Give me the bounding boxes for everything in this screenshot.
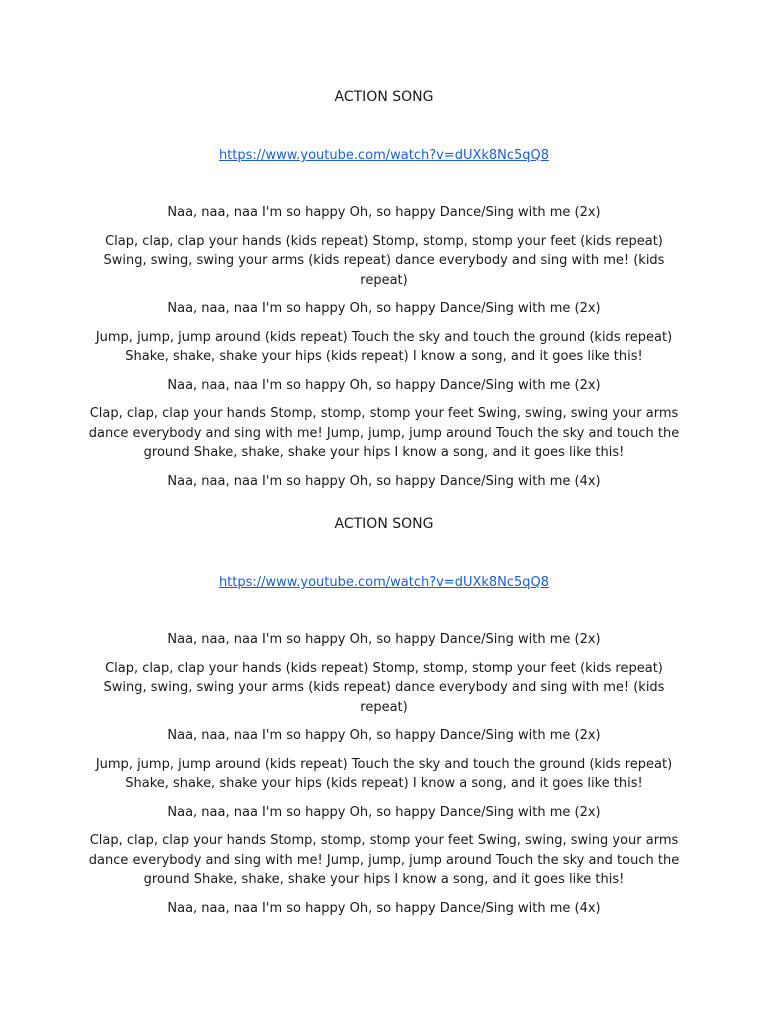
chorus-line: Naa, naa, naa I'm so happy Oh, so happy Dance/Sing with me (2x) (167, 632, 601, 647)
verse-line: Clap, clap, clap your hands (kids repeat) Stomp, stomp, stomp your feet (kids repeat) Swing, swing, swing your arms (kids repeat) dance everybody and sing with me! (kids repeat) (103, 660, 665, 715)
chorus-line: Naa, naa, naa I'm so happy Oh, so happy Dance/Sing with me (2x) (167, 728, 601, 743)
chorus-line: Naa, naa, naa I'm so happy Oh, so happy Dance/Sing with me (2x) (167, 804, 601, 820)
song-title: ACTION SONG (334, 89, 434, 105)
song-section-2 (88, 515, 680, 918)
verse-line: Jump, jump, jump around (kids repeat) Touch the sky and touch the ground (kids repeat) Shake, shake, shake your hips (kids repeat) I know a song, and it goes like this! (95, 329, 673, 364)
chorus-line: Naa, naa, naa I'm so happy Oh, so happy Dance/Sing with me (4x) (167, 900, 601, 916)
verse-line: Clap, clap, clap your hands Stomp, stomp, stomp your feet Swing, swing, swing your arms dance everybody and sing with me! Jump, jump, jump around Touch the sky and touch the ground Shake, shake, shake your hips I know a song, and it goes like this! (88, 833, 680, 887)
youtube-link[interactable]: https://www.youtube.com/watch?v=dUXk8Nc5qQ8 (218, 148, 550, 163)
verse-line: Clap, clap, clap your hands (kids repeat) Stomp, stomp, stomp your feet (kids repeat) Swing, swing, swing your arms (kids repeat) dance everybody and sing with me! (kids repeat) (103, 233, 665, 288)
chorus-line: Naa, naa, naa I'm so happy Oh, so happy Dance/Sing with me (4x) (167, 473, 601, 489)
song-title: ACTION SONG (334, 516, 434, 532)
verse-line: Jump, jump, jump around (kids repeat) Touch the sky and touch the ground (kids repeat) Shake, shake, shake your hips (kids repeat) I know a song, and it goes like this! (95, 756, 673, 791)
chorus-line: Naa, naa, naa I'm so happy Oh, so happy Dance/Sing with me (2x) (167, 377, 601, 393)
chorus-line: Naa, naa, naa I'm so happy Oh, so happy Dance/Sing with me (2x) (167, 301, 601, 316)
song-section-1 (88, 88, 680, 491)
chorus-line: Naa, naa, naa I'm so happy Oh, so happy Dance/Sing with me (2x) (167, 205, 601, 220)
verse-line: Clap, clap, clap your hands Stomp, stomp, stomp your feet Swing, swing, swing your arms dance everybody and sing with me! Jump, jump, jump around Touch the sky and touch the ground Shake, shake, shake your hips I know a song, and it goes like this! (88, 406, 680, 460)
youtube-link[interactable]: https://www.youtube.com/watch?v=dUXk8Nc5qQ8 (218, 575, 550, 590)
